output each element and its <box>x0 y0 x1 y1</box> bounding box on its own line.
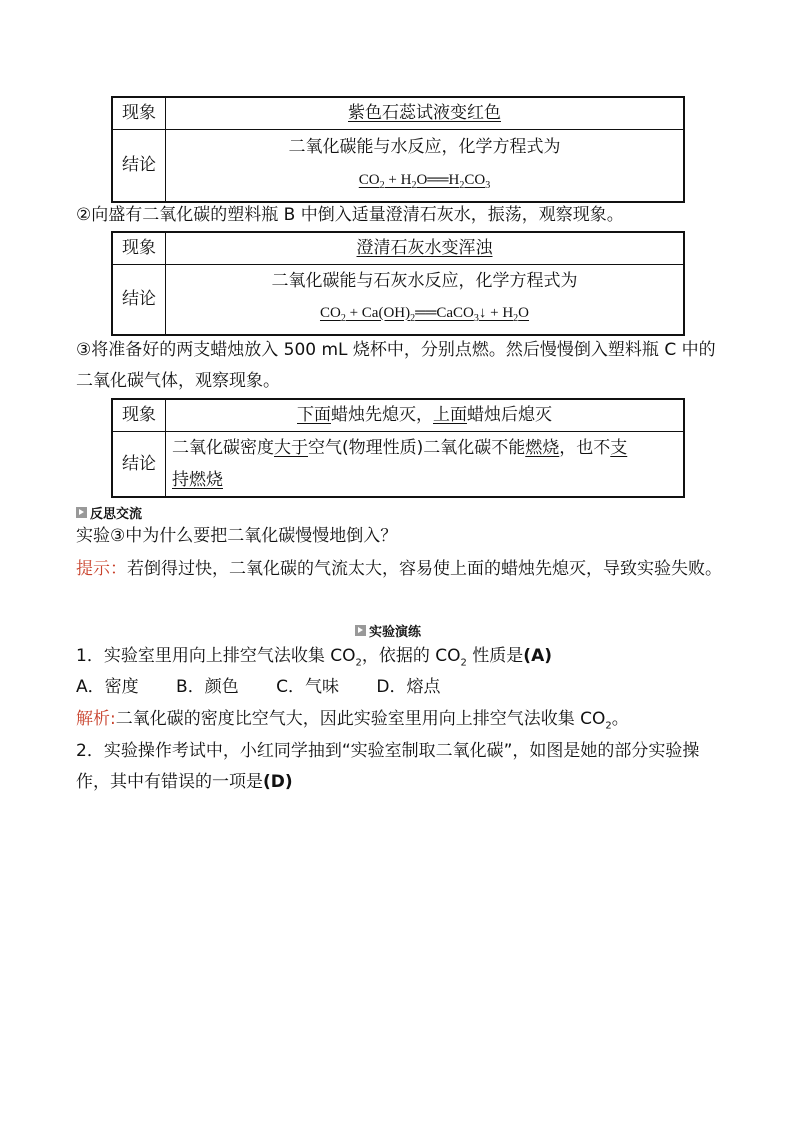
hint-text: 若倒得过快，二氧化碳的气流太大，容易使上面的蜡烛先熄灭，导致实验失败。 <box>127 559 722 579</box>
hint-label: 提示： <box>76 559 127 579</box>
phenomenon-text: 澄清石灰水变浑浊 <box>166 232 685 264</box>
practice-heading: 实验演练 <box>355 621 421 640</box>
phenomenon-label: 现象 <box>112 399 166 431</box>
conclusion-text: 二氧化碳能与水反应，化学方程式为 <box>288 136 561 157</box>
conclusion-label: 结论 <box>112 431 166 497</box>
phenomenon-text: 紫色石蕊试液变红色 <box>166 97 685 129</box>
conclusion-text: 二氧化碳密度大于空气(物理性质)二氧化碳不能燃烧，也不支 持燃烧 <box>166 431 685 497</box>
reflection-heading: 反思交流 <box>76 503 142 522</box>
chemical-equation: $CO_2$ + $H_2O══H_2CO_3$ <box>358 171 491 191</box>
reflection-question: 实验③中为什么要把二氧化碳慢慢地倒入？ <box>76 526 398 546</box>
chemical-equation: $CO_2$ + $Ca(OH)_2══CaCO_3↓ + H_2O$ <box>319 304 530 324</box>
question-1-answer: (A) <box>523 646 552 666</box>
result-table-3 <box>111 398 685 498</box>
step-3-text: ③将准备好的两支蜡烛放入 500 mL 烧杯中，分别点燃。然后慢慢倒入塑料瓶 C 中的二氧化碳气体，观察现象。 <box>76 340 716 391</box>
conclusion-label: 结论 <box>112 129 166 202</box>
option-a: A．密度 <box>76 677 139 697</box>
section-marker-icon <box>76 507 87 518</box>
conclusion-cell <box>166 264 685 335</box>
phenomenon-label: 现象 <box>112 232 166 264</box>
phenomenon-text: 下面蜡烛先熄灭，上面蜡烛后熄灭 <box>166 399 685 431</box>
question-1-analysis: 解析:二氧化碳的密度比空气大，因此实验室里用向上排空气法收集 $CO_2$。 <box>76 709 629 732</box>
conclusion-cell <box>166 129 685 202</box>
conclusion-label: 结论 <box>112 264 166 335</box>
option-d: D．熔点 <box>376 677 441 697</box>
conclusion-text: 二氧化碳能与石灰水反应，化学方程式为 <box>271 270 578 291</box>
result-table-2 <box>111 231 685 336</box>
section-marker-icon <box>355 625 366 636</box>
question-1: 1．实验室里用向上排空气法收集 $CO_2$，依据的 $CO_2$ 性质是(A) <box>76 646 552 669</box>
option-c: C．气味 <box>276 677 339 697</box>
hint-paragraph <box>76 554 726 585</box>
analysis-label: 解析: <box>76 709 116 729</box>
question-2-answer: (D) <box>263 772 293 792</box>
step-2-text: ②向盛有二氧化碳的塑料瓶 B 中倒入适量澄清石灰水，振荡，观察现象。 <box>76 205 624 225</box>
phenomenon-label: 现象 <box>112 97 166 129</box>
question-1-options <box>76 672 726 703</box>
option-b: B．颜色 <box>176 677 239 697</box>
question-2: 2．实验操作考试中，小红同学抽到“实验室制取二氧化碳”，如图是她的部分实验操作，其中有错误的一项是(D) <box>76 741 700 792</box>
result-table-1 <box>111 96 685 203</box>
